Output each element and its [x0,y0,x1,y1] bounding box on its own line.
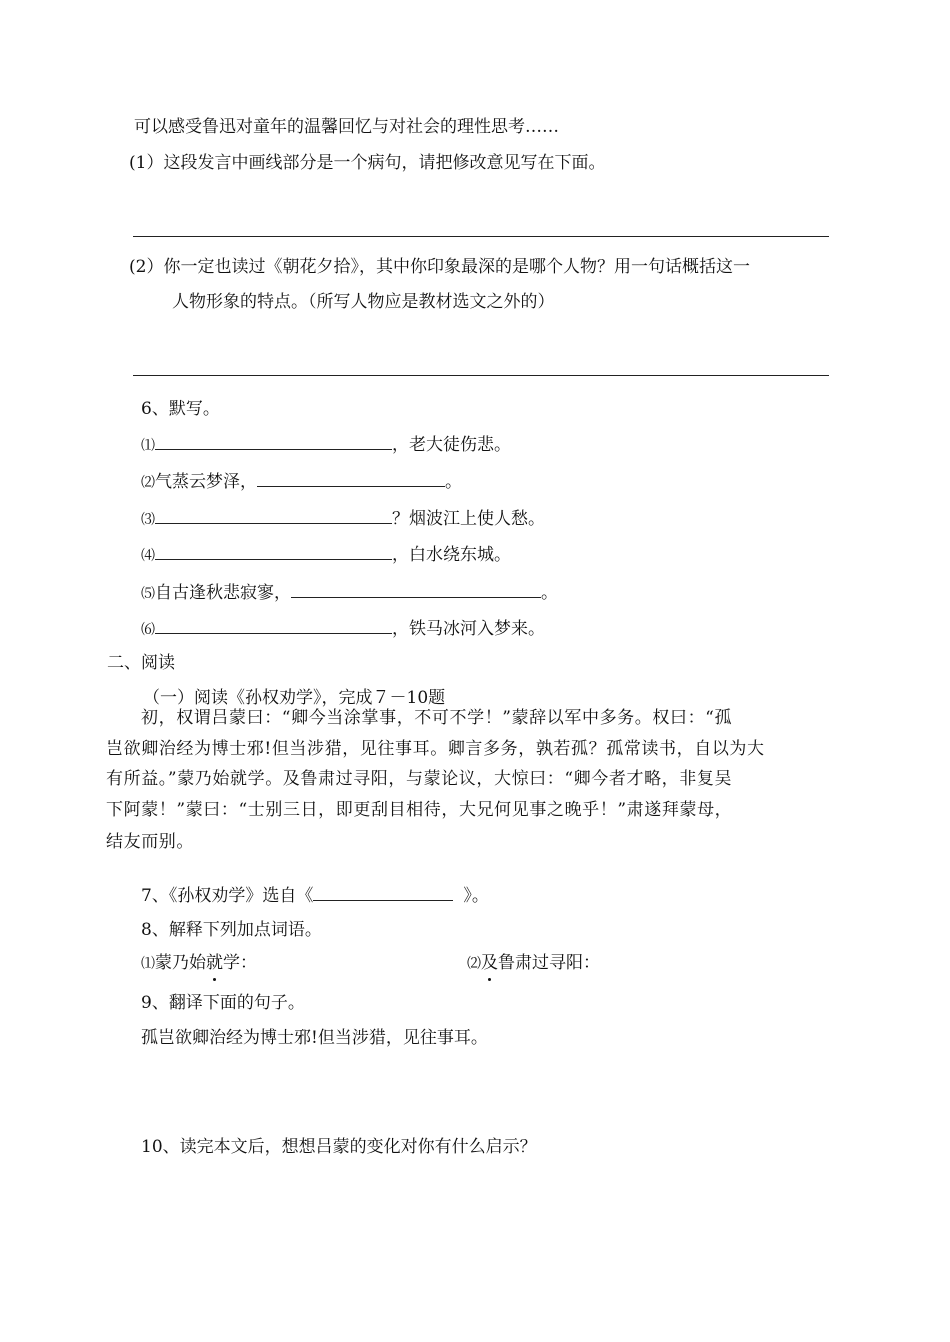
item-number: ⑵ [141,475,155,491]
question-5-2-line2: 人物形象的特点。（所写人物应是教材选文之外的） [172,292,555,312]
fill-blank[interactable] [291,580,541,598]
item-number: ⑵ [467,956,481,972]
passage-line-4: 下阿蒙！”蒙曰：“士别三日，即更刮目相待，大兄何见事之晚乎！”肃遂拜蒙母， [106,800,733,820]
question-8-b [467,952,600,975]
question-8-title: 8、解释下列加点词语。 [141,920,322,940]
question-8-a [141,952,257,975]
item-number: ⑴ [141,956,155,972]
item-text: 。 [445,472,462,492]
fill-blank[interactable] [155,616,392,634]
item-text: ，铁马冰河入梦来。 [392,619,545,639]
question-5-2-line1: (2）你一定也读过《朝花夕拾》，其中你印象最深的是哪个人物？用一句话概括这一 [129,257,750,277]
item-text: ？烟波江上使人愁。 [392,509,545,529]
emphasis-dot-char: 及 [481,953,498,973]
item-number: ⑴ [141,438,155,454]
emphasis-dot-char: 就 [206,953,223,973]
q7-text: 》。 [463,886,489,906]
q8a-post: 学： [223,953,257,973]
fill-blank[interactable] [313,883,453,901]
dictation-item-4 [141,542,511,567]
q8b-post: 鲁肃过寻阳： [498,953,600,973]
intro-tail: 可以感受鲁迅对童年的温馨回忆与对社会的理性思考…… [134,117,559,137]
fill-blank[interactable] [257,469,445,487]
passage-line-2: 岂欲卿治经为博士邪!但当涉猎，见往事耳。卿言多务，孰若孤？孤常读书，自以为大 [106,739,765,759]
fill-blank[interactable] [155,542,392,560]
answer-line-5-1[interactable] [133,236,829,237]
item-number: ⑸ [141,586,155,602]
passage-line-3: 有所益。”蒙乃始就学。及鲁肃过寻阳，与蒙论议，大惊曰：“卿今者才略，非复吴 [106,769,733,789]
question-10: 10、读完本文后，想想吕蒙的变化对你有什么启示？ [141,1137,537,1157]
item-text: 自古逢秋悲寂寥， [155,583,291,603]
dictation-item-2 [141,469,462,494]
item-text: 。 [541,583,558,603]
answer-line-5-2[interactable] [133,375,829,376]
question-7 [141,883,489,907]
dictation-item-5 [141,580,558,605]
question-9-sentence: 孤岂欲卿治经为博士邪!但当涉猎，见往事耳。 [141,1028,488,1048]
question-9-title: 9、翻译下面的句子。 [141,993,305,1013]
dictation-item-3 [141,506,545,531]
q7-text: 7、《孙权劝学》选自《 [141,886,314,906]
dictation-item-6 [141,616,545,641]
item-text: 气蒸云梦泽， [155,472,257,492]
passage-line-5: 结友而别。 [106,832,194,852]
item-number: ⑹ [141,622,155,638]
question-6-title: 6、默写。 [141,399,220,419]
section-2-heading: 二、阅读 [107,653,175,673]
dictation-item-1 [141,432,511,457]
item-number: ⑷ [141,548,155,564]
fill-blank[interactable] [155,506,392,524]
q8a-pre: 蒙乃始 [155,953,206,973]
fill-blank[interactable] [155,432,392,450]
question-5-1: (1）这段发言中画线部分是一个病句，请把修改意见写在下面。 [129,153,606,173]
reading-title: （一）阅读《孙权劝学》，完成７－10题 [143,688,446,708]
item-number: ⑶ [141,512,155,528]
item-text: ，老大徒伤悲。 [392,435,511,455]
passage-line-1: 初，权谓吕蒙曰：“卿今当涂掌事，不可不学！”蒙辞以军中多务。权曰：“孤 [141,708,733,728]
item-text: ，白水绕东城。 [392,545,511,565]
